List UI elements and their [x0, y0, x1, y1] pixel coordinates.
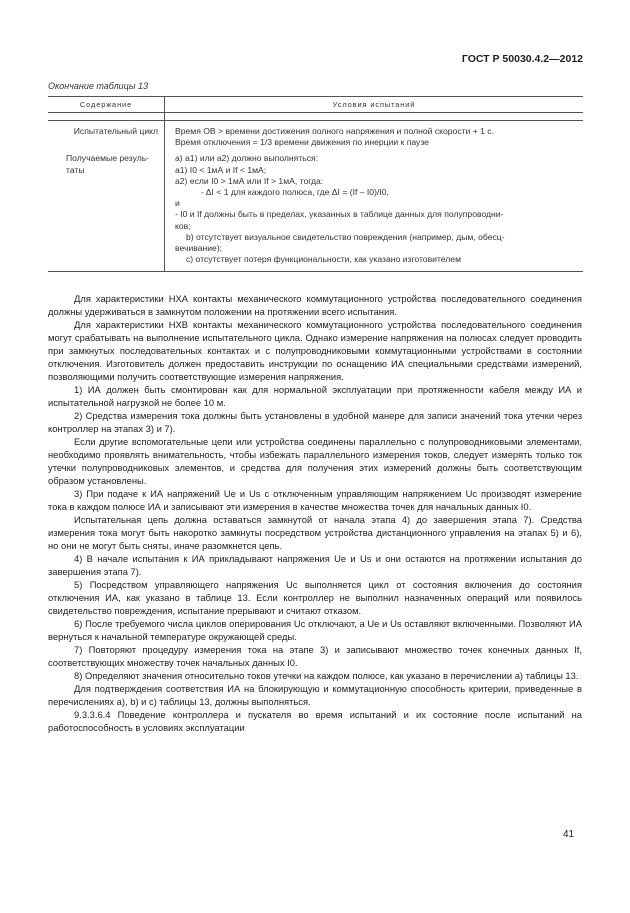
table-row: [48, 121, 583, 149]
paragraph: Испытательная цепь должна оставаться замкнутой от начала этапа 4) до завершения этапа 7). Средства измерения тока могут быть накоротко замкнуты посредством устройства дистанционного управления на этапах 5) и 6), но они не могут быть сняты, иначе разомкнется цепь.: [48, 514, 582, 551]
page-number: 41: [563, 829, 575, 840]
row-conditions-results: [165, 148, 584, 272]
table-header-row: [48, 97, 583, 113]
paragraph: 9.3.3.6.4 Поведение контроллера и пускателя во время испытаний и их состояние после испытаний на работоспособность в условиях эксплуатации: [48, 709, 582, 733]
paragraph: Для характеристики НХА контакты механического коммутационного устройства последовательного соединения должны удерживаться в замкнутом положении на протяжении всего испытания.: [48, 293, 582, 317]
paragraph: Если другие вспомогательные цепи или устройства соединены параллельно с полупроводниковыми элементами, необходимо проявлять внимательность, чтобы избежать параллельного измерения токов, следует измерять только ток утечки полупроводниковых элементов, и средства для получения этих измерений должны быть соответствующим образом установлены.: [48, 436, 582, 486]
condition-line: b) отсутствует визуальное свидетельство повреждения (например, дым, обесц-: [186, 231, 505, 242]
paragraph: 5) Посредством управляющего напряжения Uc выполняется цикл от состояния включения до состояния отключения ИА, как указано в таблице 13. Если контроллер не выполнил назначенных операций или появилось свидетельство повреждения, испытание прерывают и считают отказом.: [48, 579, 582, 616]
condition-line: а2) если I0 > 1мА или If > 1мА, тогда:: [175, 175, 324, 186]
condition-line: а) а1) или а2) должно выполняться:: [175, 153, 319, 164]
row-conditions-test-cycle: [165, 121, 584, 149]
paragraph: 6) После требуемого числа циклов оперирования Uc отключают, а Ue и Us оставляют включенными. Позволяют ИА вернуться к начальной температуре окружающей среды.: [48, 618, 582, 642]
row-label-results-text: Получаемые резуль- таты: [66, 153, 150, 175]
condition-line: и: [175, 198, 180, 209]
document-header: ГОСТ Р 50030.4.2—2012: [461, 53, 583, 65]
column-header-content: Содержание: [48, 97, 165, 113]
condition-line: а1) I0 < 1мА и If < 1мА;: [175, 164, 267, 175]
paragraph: Для подтверждения соответствия ИА на блокирующую и коммутационную способность критерии, приведенные в перечислениях а), b) и c) таблицы 13, должны выполняться.: [48, 683, 582, 707]
paragraph: 3) При подаче к ИА напряжений Ue и Us с отключенным управляющим напряжением Uc производят измерение тока в каждом полюсе ИА и записывают эти измерения в качестве множества точек для начальных данных I0.: [48, 488, 582, 512]
paragraph: 4) В начале испытания к ИА прикладывают напряжения Ue и Us и они остаются на протяжении испытания до завершения этапа 7).: [48, 553, 582, 577]
condition-line: вечивание);: [175, 243, 223, 254]
paragraph: Для характеристики НХВ контакты механического коммутационного устройства последовательного соединения могут срабатывать на выполнение испытательного цикла. Однако измерение напряжения на полюсах следует проводить при замкнутых последовательных контактах и с полупроводниковыми коммутационными устройствами в состоянии отключения. Изготовитель должен предоставить инструкции по оснащению ИА специальными средствами измерений, позволяющими получить соответствующие измерения напряжения.: [48, 319, 582, 382]
table-caption: Окончание таблицы 13: [48, 81, 148, 91]
paragraph: 2) Средства измерения тока должны быть установлены в удобной манере для записи значений тока утечки через контроллер на этапах 3) и 7).: [48, 410, 582, 434]
row-label-test-cycle: Испытательный цикл: [48, 121, 165, 149]
table-row: [48, 148, 583, 272]
condition-line: c) отсутствует потеря функциональности, как указано изготовителем: [186, 254, 461, 265]
condition-line: - ΔI < 1 для каждого полюса, где ΔI = (If – I0)/I0,: [201, 187, 389, 198]
test-conditions-table: [48, 96, 583, 272]
condition-line: Время ОВ > времени достижения полного напряжения и полной скорости + 1 с.: [175, 126, 494, 136]
condition-line: ков;: [175, 220, 191, 231]
row-label-results: [48, 148, 165, 272]
paragraph: 8) Определяют значения относительно токов утечки на каждом полюсе, как указано в перечислении а) таблицы 13.: [74, 670, 579, 681]
paragraph: 7) Повторяют процедуру измерения тока на этапе 3) и записывают множество точек конечных данных If, соответствующих множеству точек начальных данных I0.: [48, 644, 582, 668]
condition-line: Время отключения = 1/3 времени движения по инерции к паузе: [175, 137, 429, 148]
paragraph: 1) ИА должен быть смонтирован как для нормальной эксплуатации при протяженности кабеля между ИА и испытательной нагрузкой не более 10 м.: [48, 384, 582, 408]
column-header-conditions: Условия испытаний: [165, 97, 584, 113]
body-text: [48, 292, 582, 734]
table-spacer-row: [48, 113, 583, 121]
condition-line: - I0 и If должны быть в пределах, указанных в таблице данных для полупроводни-: [175, 209, 504, 220]
